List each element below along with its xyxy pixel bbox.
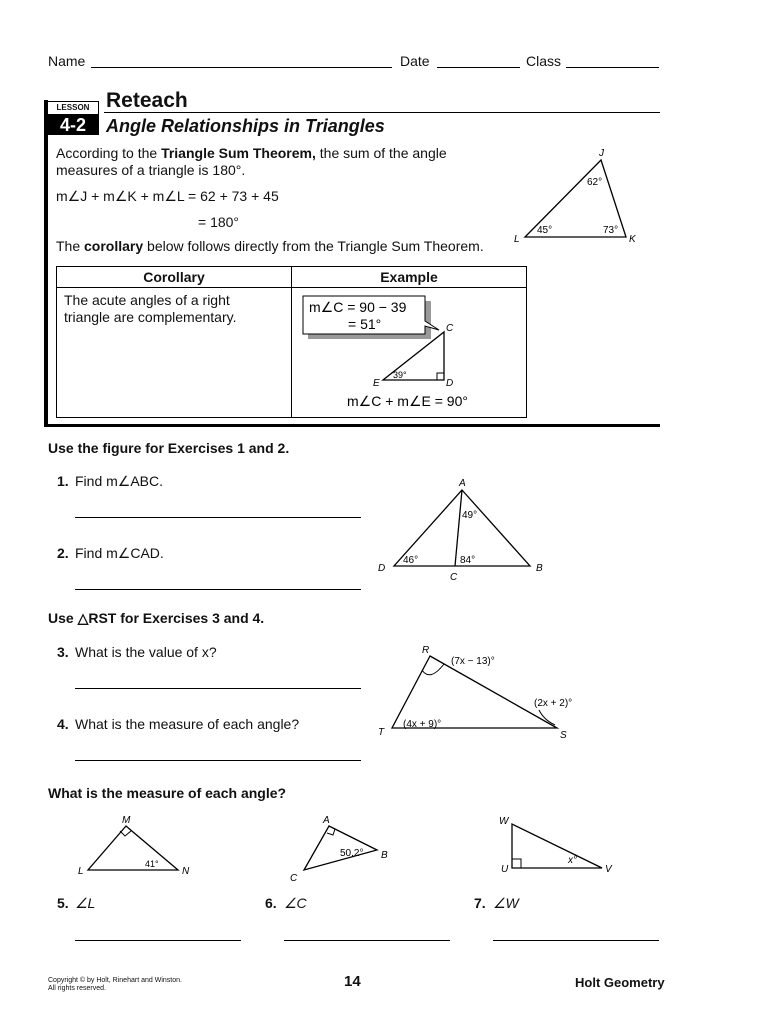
vertex-l-label: L (78, 866, 84, 877)
callout-line1: m∠C = 90 − 39 (309, 299, 407, 315)
exercise-1-answer-line[interactable] (75, 517, 361, 518)
vertex-e-label: E (373, 378, 380, 389)
exercise-2-number: 2. (57, 545, 69, 561)
corollary-text-line1: The acute angles of a right (64, 292, 230, 308)
corollary-header: Corollary (57, 267, 292, 288)
lesson-left-rule (44, 100, 48, 426)
triangle-uvw (512, 824, 602, 868)
vertex-c-label: C (450, 572, 458, 583)
vertex-c-label: C (290, 873, 298, 884)
vertex-a-label: A (323, 815, 330, 826)
vertex-n-label: N (182, 866, 190, 877)
exercise-2-text: Find m∠CAD. (75, 545, 164, 561)
exercise-6-number: 6. (265, 895, 277, 911)
vertex-t-label: T (378, 727, 385, 738)
angle-n-label: 41° (145, 859, 159, 869)
triangle-lmn (88, 826, 178, 870)
exercise-3-number: 3. (57, 644, 69, 660)
exercise-1-text: Find m∠ABC. (75, 473, 164, 489)
exercise-7-answer-line[interactable] (493, 940, 659, 941)
exercise-6-answer-line[interactable] (284, 940, 450, 941)
vertex-s-label: S (560, 730, 567, 741)
sum-corollary-equation: m∠C + m∠E = 90° (347, 393, 468, 409)
vertex-b-label: B (536, 563, 543, 574)
intro-text: the sum of the angle (315, 145, 447, 161)
vertex-v-label: V (605, 864, 612, 875)
vertex-a-label: A (459, 478, 466, 489)
section1-heading: Use the figure for Exercises 1 and 2. (48, 440, 290, 456)
exercise-7-number: 7. (474, 895, 486, 911)
triangle-jkl-figure (500, 140, 660, 250)
example-cell (292, 288, 527, 418)
copyright (48, 977, 182, 993)
name-label: Name (48, 53, 86, 69)
vertex-b-label: B (381, 850, 388, 861)
angle-t-expression: (4x + 9)° (403, 719, 442, 730)
callout-line2: = 51° (348, 316, 382, 332)
exercise-2-answer-line[interactable] (75, 589, 361, 590)
intro-text: below follows directly from the Triangle Sum Theorem. (143, 238, 484, 254)
copyright-line2: All rights reserved. (48, 985, 106, 992)
exercise-4-text: What is the measure of each angle? (75, 716, 300, 732)
class-label: Class (526, 53, 562, 69)
angle-l-label: 45° (537, 225, 553, 236)
vertex-u-label: U (501, 864, 509, 875)
exercise-5-answer-line[interactable] (75, 940, 241, 941)
corollary-table (56, 266, 527, 418)
angle-46-label: 46° (403, 555, 419, 566)
example-figure (292, 288, 528, 418)
exercise-4-answer-line[interactable] (75, 760, 361, 761)
triangle-lmn-figure (72, 812, 202, 882)
exercise-4-number: 4. (57, 716, 69, 732)
exercise-5-number: 5. (57, 895, 69, 911)
angle-v-label: x° (568, 855, 577, 866)
date-field[interactable] (437, 67, 520, 68)
name-field[interactable] (91, 67, 392, 68)
exercise-6-text: ∠C (284, 895, 307, 911)
vertex-w-label: W (499, 816, 509, 827)
copyright-line1: Copyright © by Holt, Rinehart and Winston. (48, 977, 182, 984)
lesson-title: Angle Relationships in Triangles (106, 116, 385, 136)
exercise-3-answer-line[interactable] (75, 688, 361, 689)
vertex-k-label: K (629, 234, 636, 245)
triangle-abc-figure (283, 812, 403, 887)
vertex-d-label: D (378, 563, 386, 574)
exercise-1-number: 1. (57, 473, 69, 489)
intro-text: The (56, 238, 85, 254)
right-angle-mark (512, 859, 521, 868)
lesson-number: 4-2 (47, 115, 99, 135)
intro-text: According to the (56, 145, 162, 161)
angle-b-label: 50.2° (340, 848, 364, 859)
vertex-r-label: R (422, 645, 430, 656)
vertex-d-label: D (446, 378, 454, 389)
angle-84-label: 84° (460, 555, 476, 566)
sum-result: = 180° (198, 214, 240, 230)
right-angle-mark (437, 373, 444, 380)
intro-para-1-line2: measures of a triangle is 180°. (56, 162, 246, 178)
theorem-name: Triangle Sum Theorem, (161, 145, 316, 161)
intro-para-2 (56, 238, 484, 254)
triangle-rst-figure (372, 642, 592, 742)
corollary-cell (57, 288, 292, 418)
angle-49-label: 49° (462, 510, 478, 521)
angle-s-expression: (2x + 2)° (534, 698, 573, 709)
intro-para-1 (56, 145, 447, 161)
angle-j-label: 62° (587, 177, 603, 188)
right-angle-mark (327, 829, 335, 835)
book-title: Holt Geometry (575, 975, 665, 990)
triangle-abd-figure (370, 474, 560, 586)
triangle-uvw-figure (492, 812, 622, 882)
vertex-j-label: J (599, 148, 604, 159)
vertex-l-label: L (514, 234, 520, 245)
example-header: Example (292, 267, 527, 288)
angle-e-label: 39° (393, 370, 407, 380)
vertex-m-label: M (122, 815, 131, 826)
class-field[interactable] (566, 67, 659, 68)
exercise-7-text: ∠W (493, 895, 519, 911)
lesson-tag: LESSON (47, 101, 99, 115)
date-label: Date (400, 53, 430, 69)
exercise-5-text: ∠L (75, 895, 96, 911)
section3-heading: What is the measure of each angle? (48, 785, 287, 801)
vertex-c-label: C (446, 323, 454, 334)
corollary-text-line2: triangle are complementary. (64, 309, 237, 325)
angle-k-label: 73° (603, 225, 619, 236)
exercise-3-text: What is the value of x? (75, 644, 217, 660)
lesson-kind: Reteach (106, 89, 188, 112)
page-number: 14 (344, 973, 361, 990)
section2-heading: Use △RST for Exercises 3 and 4. (48, 610, 265, 626)
angle-r-expression: (7x − 13)° (451, 656, 495, 667)
lesson-bottom-rule (44, 424, 660, 427)
sum-equation: m∠J + m∠K + m∠L = 62 + 73 + 45 (56, 188, 279, 204)
corollary-word: corollary (84, 238, 144, 254)
